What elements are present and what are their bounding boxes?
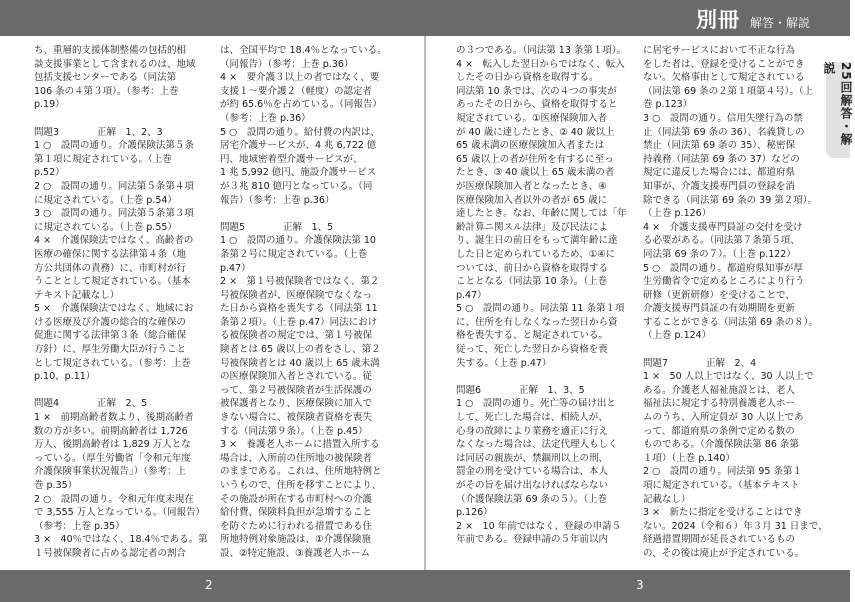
- text-line: は、全国平均で 18.4％となっている。: [220, 45, 387, 56]
- text-line: その施設が所在する市町村への介護: [220, 493, 373, 505]
- text-line: 介護支援専門員証の有効期間を更新: [643, 303, 796, 315]
- text-line: p.126）: [456, 507, 493, 519]
- text-line: 号被保険者が、医療保険でなくなっ: [220, 289, 373, 301]
- text-line: に居宅サービスにおいて不正な行為: [643, 45, 796, 56]
- question-heading: 問題5 正解 1、5: [220, 221, 334, 233]
- text-line: 5 ○ 設問の通り。給付費の内訳は、: [220, 126, 380, 138]
- text-line: 3 × 新たに指定を受けることはでき: [643, 507, 803, 519]
- text-line: がその旨を届け出なければならない: [456, 480, 609, 491]
- text-line: 万人、後期高齢者は 1,829 万人とな: [34, 439, 191, 451]
- text-line: を防ぐために行われる措置である住: [220, 520, 373, 532]
- text-line: 医療保険加入者以外の者が 65 歳に: [456, 194, 608, 206]
- text-line: 2 × 10 年前ではなく、登録の申請５: [456, 520, 621, 532]
- text-line: （参考：上巻 p.35）: [34, 520, 125, 532]
- text-line: （上巻 p.126）: [643, 208, 712, 220]
- header-title: [696, 4, 810, 34]
- text-line: が約 65.6％を占めている。（同報告）: [220, 99, 382, 111]
- text-line: 1 × 50 人以上ではなく、30 人以上で: [643, 371, 814, 383]
- text-line: 持義務（同法第 69 条の 37）などの: [643, 153, 800, 165]
- text-line: のままである。これは、住所地特例と: [220, 466, 382, 478]
- text-line: 達したとき。なお、年齢に関しては「年: [456, 208, 627, 220]
- text-line: 4 × 介護支援専門員証の交付を受け: [643, 221, 803, 233]
- text-line: 格を喪失する、と規定されている。: [456, 330, 609, 342]
- text-line: 報告）（参考：上巻 p.36）: [220, 194, 335, 206]
- text-line: 包括支援センターである（同法第: [34, 72, 177, 84]
- text-line: うこととして規定されている。（基本: [34, 276, 191, 288]
- page-spine: [424, 36, 426, 570]
- text-line: 1 ○ 設問の通り。死亡等の届け出と: [456, 398, 616, 410]
- text-line: 給付費、保険料負担が急増すること: [220, 507, 373, 519]
- question-heading: 問題7 正解 2、4: [643, 357, 757, 369]
- text-line: 同法第 69 条の７）。（上巻 p.122）: [643, 248, 796, 260]
- text-line: 険者とは 65 歳以上の者をさし、第２: [220, 344, 381, 356]
- text-line: 従って、死亡した翌日から資格を喪: [456, 344, 608, 356]
- text-line: の３つである。（同法第 13 条第１項）。: [456, 45, 627, 56]
- text-line: （上巻 p.124）: [643, 330, 712, 342]
- text-line: 除できる（同法第 69 条の 39 第２項）。: [643, 194, 818, 206]
- text-line: は同居の親族が、禁錮刑以上の刑、: [456, 452, 609, 464]
- text-column-3: [456, 44, 641, 547]
- text-line: 方針）に、厚生労働大臣が行うこと: [34, 344, 187, 356]
- text-line: って、第２号被保険者が生活保護の: [220, 384, 372, 396]
- text-line: する（同法第９条）。（上巻 p.45）: [220, 425, 368, 437]
- footer-bar: [0, 570, 850, 602]
- text-line: ち、重層的支援体制整備の包括的相: [34, 45, 187, 56]
- text-line: っている。（厚生労働省「令和元年度: [34, 452, 191, 464]
- text-line: 設、②特定施設、③養護老人ホーム: [220, 547, 371, 559]
- text-line: 1 兆 5,992 億円、施設介護サービス: [220, 167, 377, 179]
- text-line: 巻 p.123）: [643, 99, 693, 111]
- question-heading: 問題4 正解 2、5: [34, 398, 148, 410]
- text-line: 5 ○ 設問の通り。都道府県知事が厚: [643, 262, 803, 274]
- text-line: ける医療及び介護の総合的な確保の: [34, 316, 187, 328]
- text-line: 失する。（上巻 p.47）: [456, 357, 552, 369]
- text-line: p.19）: [34, 99, 65, 111]
- text-line: 知事が、介護支援専門員の登録を消: [643, 180, 796, 192]
- text-line: （同法第 69 条の２第１項第４号）。（上: [643, 85, 814, 97]
- text-line: 1 ○ 設問の通り。介護保険法第５条: [34, 140, 194, 152]
- blank-line: [456, 370, 641, 384]
- text-line: 2 × 第１号被保険者ではなく、第２: [220, 276, 380, 288]
- text-line: 生労働省令で定めるところにより行う: [643, 276, 805, 288]
- text-line: が３兆 810 億円となっている。（同: [220, 180, 373, 192]
- text-line: なくなった場合は、法定代理人もしく: [456, 439, 618, 451]
- book-subtitle: 解答・解説: [749, 16, 810, 30]
- text-line: 数の方が多い。前期高齢者は 1,726: [34, 425, 188, 437]
- text-line: 3 ○ 設問の通り。同法第５条第３項: [34, 208, 194, 220]
- text-line: 項に規定されている。（基本テキスト: [643, 480, 800, 491]
- text-line: に規定されている。（上巻 p.55）: [34, 221, 177, 233]
- page-number-left: 2: [205, 578, 213, 592]
- page-number-right: 3: [636, 578, 644, 592]
- text-line: することができる（同法第 69 条の８）。: [643, 316, 818, 328]
- text-line: たとき、③ 40 歳以上 65 歳未満の者: [456, 167, 615, 179]
- text-line: したその日から資格を取得する。: [456, 72, 599, 84]
- text-line: って、都道府県の条例で定める数の: [643, 425, 795, 437]
- text-line: 規定に違反した場合には、都道府県: [643, 167, 796, 179]
- text-line: 所地特例対象施設は、①介護保険施: [220, 534, 372, 546]
- text-line: テキスト記載なし）: [34, 289, 120, 301]
- text-line: に規定されている。（上巻 p.54）: [34, 194, 177, 206]
- blank-line: [34, 384, 219, 398]
- text-line: が 40 歳に達したとき、② 40 歳以上: [456, 126, 615, 138]
- text-column-4: [643, 44, 828, 561]
- text-line: 3 × 40％ではなく、18.4％である。第: [34, 534, 208, 546]
- text-line: 罰金の刑を受けている場合は、本人: [456, 466, 609, 478]
- text-line: 齢計算ニ関スル法律」及び民法によ: [456, 221, 609, 233]
- text-line: り、誕生日の前日をもって満年齢に達: [456, 235, 618, 247]
- text-line: 条第２項）。（上巻 p.47）同法におけ: [220, 316, 378, 328]
- text-line: こととなる（同法第 10 条）。（上巻: [456, 276, 608, 288]
- text-line: 第１項に規定されている。（上巻: [34, 153, 172, 165]
- text-line: 記載なし）: [643, 493, 691, 505]
- text-line: 医療の確保に関する法律第４条（地: [34, 248, 187, 260]
- text-line: 4 × 要介護３以上の者ではなく、要: [220, 72, 380, 84]
- text-line: として規定されている。（参考：上巻: [34, 357, 191, 369]
- text-line: p.52）: [34, 167, 65, 179]
- text-line: 2 ○ 設問の通り。同法第５条第４項: [34, 180, 194, 192]
- text-line: ない。欠格事由として規定されている: [643, 72, 805, 84]
- text-line: 場合は、入所前の住所地の被保険者: [220, 452, 373, 464]
- text-line: 研修（更新研修）を受けることで、: [643, 289, 795, 301]
- blank-line: [220, 207, 405, 221]
- text-line: 禁止（同法第 69 条の 35）、秘密保: [643, 140, 795, 152]
- text-line: 促進に関する法律第３条（総合確保: [34, 330, 187, 342]
- blank-line: [643, 343, 828, 357]
- text-line: 5 ○ 設問の通り。同法第 11 条第１項: [456, 303, 625, 315]
- text-line: 福祉法に規定する特別養護老人ホー: [643, 398, 796, 410]
- text-line: あったその日から、資格を取得すると: [456, 99, 618, 111]
- text-line: 2 ○ 設問の通り。同法第 95 条第１: [643, 466, 802, 478]
- text-line: る被保険者の規定では、第１号被保: [220, 330, 373, 342]
- text-column-2: [220, 44, 405, 561]
- text-line: 円、地域密着型介護サービスが、: [220, 153, 363, 165]
- book-title: 別冊: [695, 8, 740, 32]
- text-line: 止（同法第 69 条の 36）、名義貸しの: [643, 126, 805, 138]
- blank-line: [34, 112, 219, 126]
- text-line: 4 × 介護保険法ではなく、高齢者の: [34, 235, 194, 247]
- text-line: の、その後は廃止が予定されている。: [643, 547, 805, 559]
- text-line: 号被保険者とは 40 歳以上 65 歳未満: [220, 357, 380, 369]
- text-line: 4 × 転入した翌日からではなく、転入: [456, 58, 625, 70]
- text-line: ついては、前日から資格を取得する: [456, 262, 609, 274]
- text-line: 1 × 前期高齢者数より、後期高齢者: [34, 412, 194, 424]
- text-line: して、死亡した場合は、相続人が、: [456, 412, 608, 424]
- text-line: 被保護者となり、医療保険に加入で: [220, 398, 373, 410]
- text-line: 規定されている。①医療保険加入者: [456, 112, 608, 124]
- text-line: （参考：上巻 p.36）: [220, 112, 311, 124]
- question-heading: 問題3 正解 1、2、3: [34, 126, 163, 138]
- text-line: 5 × 介護保険法ではなく、地域にお: [34, 303, 194, 315]
- text-line: １号被保険者に占める認定者の割合: [34, 547, 187, 559]
- text-line: 方公共団体の責務）に、市町村が行: [34, 262, 187, 274]
- question-heading: 問題6 正解 1、3、5: [456, 384, 585, 396]
- text-line: p.10、p.11）: [34, 371, 96, 383]
- text-line: をした者は、登録を受けることができ: [643, 58, 805, 70]
- text-line: （介護保険法第 69 条の５）。（上巻: [456, 493, 608, 505]
- text-line: 106 条の４第３項）。（参考：上巻: [34, 85, 179, 97]
- text-line: る必要がある。（同法第７条第５項、: [643, 235, 800, 247]
- chapter-tab: 25回解答・解説: [826, 62, 850, 158]
- text-line: 1 ○ 設問の通り。介護保険法第 10: [220, 235, 376, 247]
- text-line: で 3,555 万人となっている。（同報告）: [34, 507, 205, 519]
- text-line: １項）（上巻 p.140）: [643, 452, 735, 464]
- text-line: 同法第 10 条では、次の４つの事実が: [456, 85, 617, 97]
- text-line: 65 歳未満の医療保険加入者または: [456, 140, 605, 152]
- text-line: 65 歳以上の者が住所を有するに至っ: [456, 153, 614, 165]
- text-line: が医療保険加入者となったとき、④: [456, 180, 607, 192]
- text-line: 居宅介護サービスが、4 兆 6,722 億: [220, 140, 377, 152]
- text-line: 3 ○ 設問の通り。信用失墜行為の禁: [643, 112, 803, 124]
- text-line: 支援１〜要介護２（軽度）の認定者: [220, 85, 373, 97]
- text-line: ある。介護老人福祉施設とは、老人: [643, 384, 796, 396]
- text-line: に、住所を有しなくなった翌日から資: [456, 316, 618, 328]
- text-line: 年前である。登録申請の５年前以内: [456, 534, 609, 546]
- text-line: の医療保険加入者とされている。従: [220, 371, 373, 383]
- text-line: ものである。（介護保険法第 86 条第: [643, 439, 799, 451]
- text-line: 談支援事業として含まれるのは、地域: [34, 58, 196, 70]
- text-line: ムのうち、入所定員が 30 人以上であ: [643, 412, 804, 424]
- text-line: 介護保険事業状況報告」）（参考：上: [34, 466, 187, 478]
- text-line: p.47）: [220, 262, 251, 274]
- text-line: 2 ○ 設問の通り。令和元年度末現在: [34, 493, 194, 505]
- text-line: 3 × 養護老人ホームに措置入所する: [220, 439, 380, 451]
- text-line: ない。2024（令和６）年３月 31 日まで、: [643, 520, 828, 532]
- text-line: p.47）: [456, 289, 487, 301]
- text-line: 経過措置期間が延長されているもの: [643, 534, 796, 546]
- text-line: 条第２号に規定されている。（上巻: [220, 248, 368, 260]
- text-line: 巻 p.35）: [34, 480, 78, 491]
- text-line: いうもので、住所を移すことにより、: [220, 480, 382, 491]
- text-line: きない場合に、被保険者資格を喪失: [220, 412, 373, 424]
- text-column-1: [34, 44, 219, 561]
- text-line: た日から資格を喪失する（同法第 11: [220, 303, 378, 315]
- text-line: （同報告）（参考：上巻 p.36）: [220, 58, 354, 70]
- text-line: した日と定められているため、①④に: [456, 248, 616, 260]
- text-line: 心身の故障により業務を適正に行え: [456, 425, 609, 437]
